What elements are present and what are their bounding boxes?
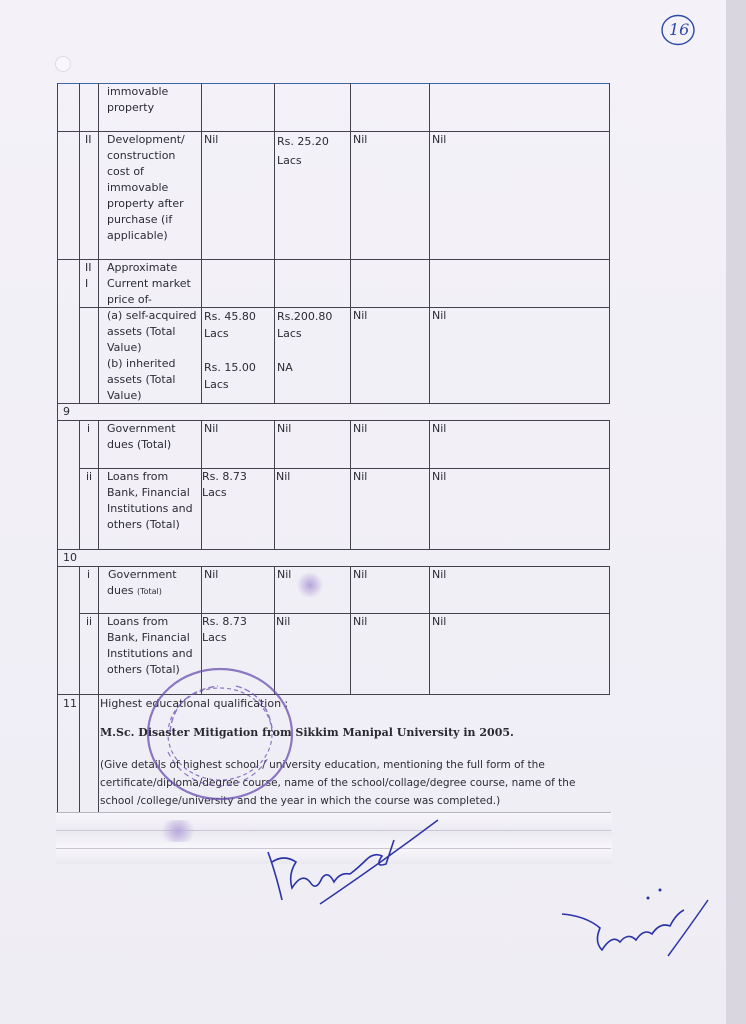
value-cell: Nil xyxy=(204,133,219,146)
qualification-note: (Give details of highest school / university education, mentioning the full form of the certificate/diploma/degree course, name of the school/collage/degree course, name of the school /college/university and the year in which the course was completed.) xyxy=(100,759,576,807)
row-index: II I xyxy=(85,261,92,290)
row-description: Approximate Current market price of- xyxy=(107,261,191,306)
value-cell: Nil xyxy=(277,568,292,581)
value-cell: Nil xyxy=(276,470,291,483)
ink-smudge xyxy=(296,572,324,598)
row-index: i xyxy=(87,568,91,581)
row-description: Development/ construction cost of immovable property after purchase (if applicable) xyxy=(107,133,185,242)
value-cell: Rs. 25.20 Lacs xyxy=(277,135,329,167)
row-index: ii xyxy=(86,470,93,483)
ink-smudge xyxy=(158,820,198,842)
row-description: Loans from Bank, Financial Institutions and others (Total) xyxy=(107,470,193,531)
value-cell: Nil xyxy=(204,422,219,435)
row-index: ii xyxy=(86,615,93,628)
row-description-small: (Total) xyxy=(136,587,162,596)
page-edge xyxy=(726,0,746,1024)
page-number-text: 16 xyxy=(669,20,690,39)
row-description: Loans from Bank, Financial Institutions and others (Total) xyxy=(107,615,193,676)
value-cell: Nil xyxy=(353,470,368,483)
row-index: II xyxy=(85,133,92,146)
value-cell: Nil xyxy=(432,422,447,435)
value-cell: Nil xyxy=(432,568,447,581)
row-description: (a) self-acquired assets (Total Value) (b) inherited assets (Total Value) xyxy=(107,309,197,402)
row-description: Government xyxy=(108,568,177,581)
value-cell: Nil xyxy=(204,568,219,581)
value-cell: Nil xyxy=(353,422,368,435)
signature-icon xyxy=(556,870,716,960)
row-description: Government dues (Total) xyxy=(107,422,176,451)
section-number: 9 xyxy=(63,405,70,418)
section-number: 10 xyxy=(63,551,77,564)
value-cell: Nil xyxy=(353,133,368,146)
value-cell: Rs. 8.73 Lacs xyxy=(202,615,247,644)
value-cell: Nil xyxy=(353,568,368,581)
row-description-line2 xyxy=(107,583,201,600)
value-cell: Rs. 45.80 Lacs Rs. 15.00 Lacs xyxy=(204,310,256,391)
section-number: 11 xyxy=(63,697,77,710)
value-cell: Nil xyxy=(353,615,368,628)
row-index: i xyxy=(87,422,91,435)
notary-stamp-icon xyxy=(140,662,300,802)
page-number xyxy=(660,13,696,47)
punch-hole xyxy=(55,56,71,72)
value-cell: Nil xyxy=(432,615,447,628)
signature-icon xyxy=(262,812,452,912)
value-cell: Nil xyxy=(276,615,291,628)
value-cell: Nil xyxy=(432,470,447,483)
value-cell: Nil xyxy=(277,422,292,435)
value-cell: Nil xyxy=(353,309,368,322)
value-cell: Rs.200.80 Lacs NA xyxy=(277,310,333,374)
qualification-heading: Highest educational qualification : xyxy=(100,697,289,710)
value-cell: Rs. 8.73 Lacs xyxy=(202,470,247,499)
row-description-part: dues xyxy=(107,584,134,597)
value-cell: Nil xyxy=(432,309,447,322)
qualification-answer: M.Sc. Disaster Mitigation from Sikkim Manipal University in 2005. xyxy=(100,726,514,739)
row-description: immovable property xyxy=(107,85,169,114)
value-cell: Nil xyxy=(432,133,447,146)
